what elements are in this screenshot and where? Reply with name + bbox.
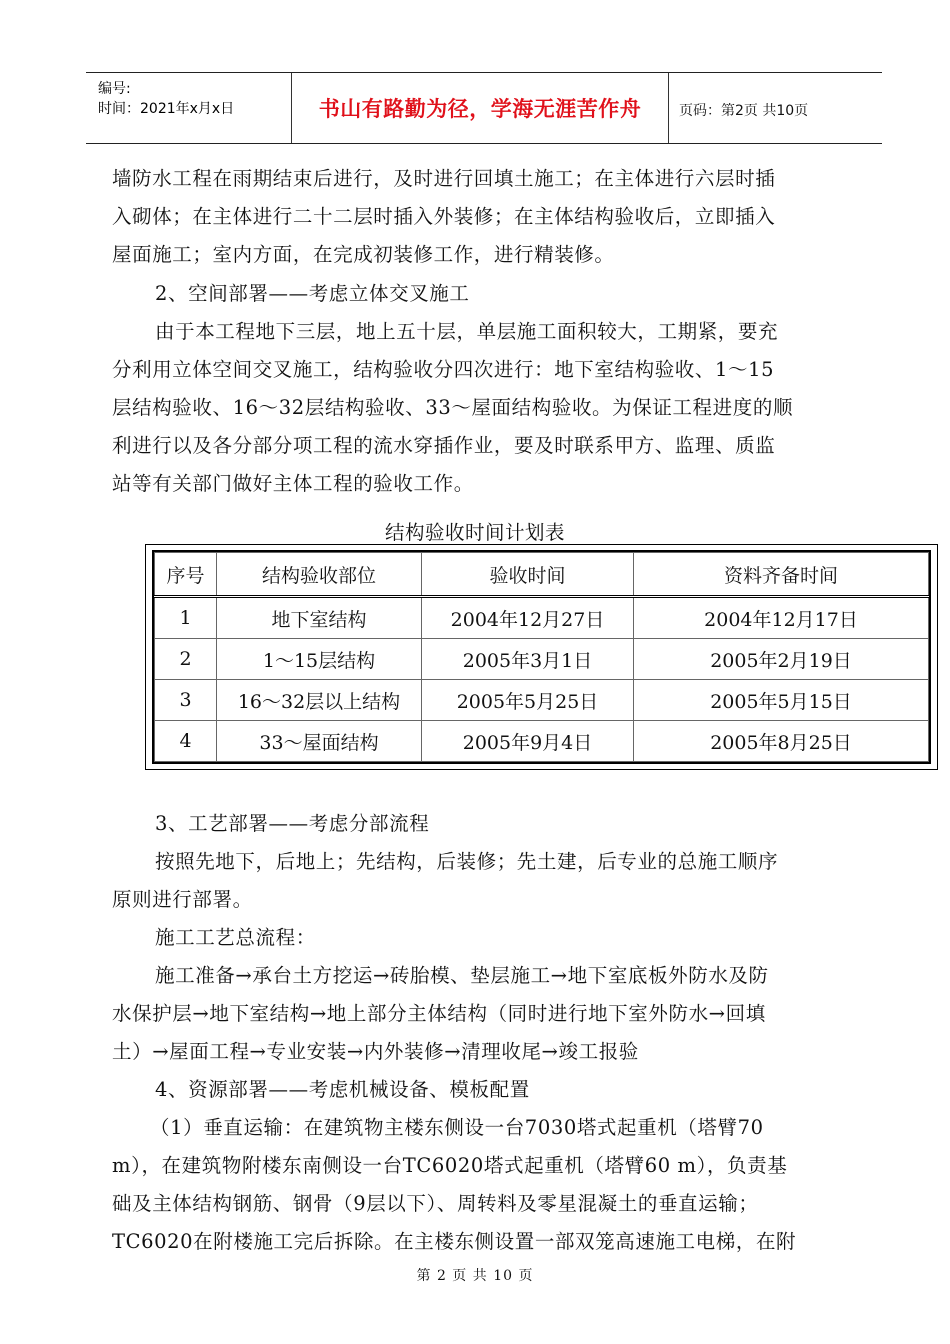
table-inner-frame — [152, 550, 931, 764]
body-line: 原则进行部署。 — [112, 888, 253, 911]
body-line: 层结构验收、16～32层结构验收、33～屋面结构验收。为保证工程进度的顺 — [112, 396, 794, 419]
table-caption: 结构验收时间计划表 — [384, 521, 565, 544]
header-motto: 书山有路勤为径，学海无涯苦作舟 — [318, 97, 642, 121]
cell-docs-time: 2005年5月15日 — [634, 680, 929, 721]
cell-part: 1～15层结构 — [217, 639, 422, 680]
doc-time-label: 时间：2021年x月x日 — [98, 101, 235, 117]
header-motto-cell — [291, 73, 669, 143]
table-header-row — [155, 553, 929, 597]
body-line: 按照先地下，后地上；先结构，后装修；先土建，后专业的总施工顺序 — [155, 850, 779, 873]
body-line: 入砌体；在主体进行二十二层时插入外装修；在主体结构验收后，立即插入 — [112, 205, 776, 228]
cell-part: 33～屋面结构 — [217, 721, 422, 762]
cell-index: 2 — [155, 639, 217, 680]
cell-accept-time: 2004年12月27日 — [422, 597, 634, 639]
table-row — [155, 597, 929, 639]
page-footer: 第 2 页 共 10 页 — [416, 1268, 534, 1284]
col-header-part: 结构验收部位 — [217, 553, 422, 597]
body-line: 站等有关部门做好主体工程的验收工作。 — [112, 472, 474, 495]
acceptance-schedule-table — [145, 544, 938, 770]
doc-code-label: 编号: — [98, 81, 131, 97]
col-header-index: 序号 — [155, 553, 217, 597]
body-line: 由于本工程地下三层，地上五十层，单层施工面积较大，工期紧，要充 — [155, 320, 779, 343]
body-line: TC6020在附楼施工完后拆除。在主楼东侧设置一部双笼高速施工电梯，在附 — [112, 1230, 797, 1253]
body-line: 础及主体结构钢筋、钢骨（9层以下）、周转料及零星混凝土的垂直运输； — [112, 1192, 759, 1215]
body-line: m），在建筑物附楼东南侧设一台TC6020塔式起重机（塔臂60 m），负责基 — [112, 1154, 788, 1177]
cell-docs-time: 2004年12月17日 — [634, 597, 929, 639]
body-line: 分利用立体空间交叉施工，结构验收分四次进行：地下室结构验收、1～15 — [112, 358, 775, 381]
cell-part: 地下室结构 — [217, 597, 422, 639]
cell-index: 4 — [155, 721, 217, 762]
header-page-cell — [667, 73, 882, 143]
table-grid — [154, 552, 929, 762]
body-line: 利进行以及各分部分项工程的流水穿插作业，要及时联系甲方、监理、质监 — [112, 434, 776, 457]
col-header-accept-time: 验收时间 — [422, 553, 634, 597]
cell-part: 16～32层以上结构 — [217, 680, 422, 721]
section-heading: 3、工艺部署——考虑分部流程 — [155, 812, 430, 835]
body-line: 施工准备→承台土方挖运→砖胎模、垫层施工→地下室底板外防水及防 — [155, 964, 769, 987]
cell-docs-time: 2005年2月19日 — [634, 639, 929, 680]
table-row — [155, 721, 929, 762]
col-header-docs-time: 资料齐备时间 — [634, 553, 929, 597]
body-line: 水保护层→地下室结构→地上部分主体结构（同时进行地下室外防水→回填 — [112, 1002, 766, 1025]
body-line: （1）垂直运输：在建筑物主楼东侧设一台7030塔式起重机（塔臂70 — [150, 1116, 764, 1139]
header-meta-cell — [86, 73, 291, 143]
body-line: 施工工艺总流程： — [155, 926, 316, 949]
cell-accept-time: 2005年5月25日 — [422, 680, 634, 721]
cell-index: 3 — [155, 680, 217, 721]
section-heading: 4、资源部署——考虑机械设备、模板配置 — [155, 1078, 530, 1101]
body-line: 墙防水工程在雨期结束后进行，及时进行回填土施工；在主体进行六层时插 — [112, 167, 776, 190]
header-page-number: 页码：第2页 共10页 — [679, 103, 809, 119]
body-line: 土）→屋面工程→专业安装→内外装修→清理收尾→竣工报验 — [112, 1040, 639, 1063]
table-row — [155, 680, 929, 721]
page-header — [86, 72, 882, 144]
cell-accept-time: 2005年3月1日 — [422, 639, 634, 680]
body-line: 屋面施工；室内方面，在完成初装修工作，进行精装修。 — [112, 243, 615, 266]
table-row — [155, 639, 929, 680]
cell-accept-time: 2005年9月4日 — [422, 721, 634, 762]
cell-docs-time: 2005年8月25日 — [634, 721, 929, 762]
cell-index: 1 — [155, 597, 217, 639]
section-heading: 2、空间部署——考虑立体交叉施工 — [155, 282, 470, 305]
